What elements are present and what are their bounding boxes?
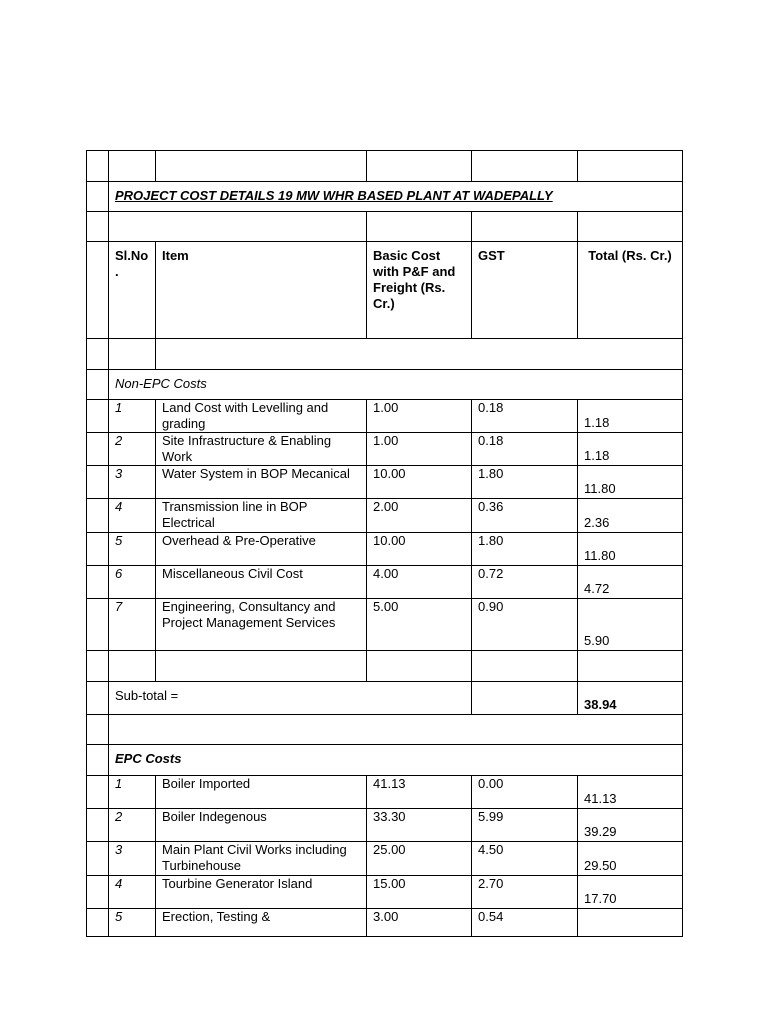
empty-row bbox=[87, 715, 683, 745]
row-basic-cost: 10.00 bbox=[367, 466, 472, 499]
subtotal-row bbox=[87, 682, 683, 715]
subtotal-label: Sub-total = bbox=[109, 682, 472, 715]
row-total: 11.80 bbox=[578, 466, 683, 499]
table-row bbox=[87, 876, 683, 909]
row-total: 29.50 bbox=[578, 842, 683, 876]
row-basic-cost: 25.00 bbox=[367, 842, 472, 876]
row-item: Boiler Imported bbox=[156, 776, 367, 809]
row-item: Erection, Testing & bbox=[156, 909, 367, 937]
empty-row bbox=[87, 212, 683, 242]
row-sl-no: 5 bbox=[109, 533, 156, 566]
table-row bbox=[87, 533, 683, 566]
header-sl-no: Sl.No . bbox=[109, 242, 156, 339]
header-row bbox=[87, 242, 683, 339]
row-total bbox=[578, 909, 683, 937]
table-row bbox=[87, 499, 683, 533]
row-total: 1.18 bbox=[578, 400, 683, 433]
document-title: PROJECT COST DETAILS 19 MW WHR BASED PLANT AT WADEPALLY bbox=[115, 188, 553, 203]
row-basic-cost: 4.00 bbox=[367, 566, 472, 599]
row-total: 4.72 bbox=[578, 566, 683, 599]
row-gst: 1.80 bbox=[472, 533, 578, 566]
row-gst: 0.18 bbox=[472, 433, 578, 466]
row-basic-cost: 1.00 bbox=[367, 400, 472, 433]
row-basic-cost: 2.00 bbox=[367, 499, 472, 533]
section-heading-row bbox=[87, 370, 683, 400]
row-basic-cost: 10.00 bbox=[367, 533, 472, 566]
row-total: 2.36 bbox=[578, 499, 683, 533]
table-row bbox=[87, 466, 683, 499]
row-sl-no: 1 bbox=[109, 776, 156, 809]
row-item: Miscellaneous Civil Cost bbox=[156, 566, 367, 599]
row-item: Boiler Indegenous bbox=[156, 809, 367, 842]
table-row bbox=[87, 400, 683, 433]
row-item: Site Infrastructure & Enabling Work bbox=[156, 433, 367, 466]
row-gst: 4.50 bbox=[472, 842, 578, 876]
row-item: Transmission line in BOP Electrical bbox=[156, 499, 367, 533]
subtotal-value: 38.94 bbox=[578, 682, 683, 715]
row-total: 1.18 bbox=[578, 433, 683, 466]
table-row bbox=[87, 776, 683, 809]
row-basic-cost: 3.00 bbox=[367, 909, 472, 937]
header-item: Item bbox=[156, 242, 367, 339]
table-row bbox=[87, 809, 683, 842]
row-sl-no: 3 bbox=[109, 842, 156, 876]
row-item: Land Cost with Levelling and grading bbox=[156, 400, 367, 433]
row-sl-no: 6 bbox=[109, 566, 156, 599]
table-row bbox=[87, 842, 683, 876]
row-basic-cost: 41.13 bbox=[367, 776, 472, 809]
empty-row bbox=[87, 651, 683, 682]
header-total: Total (Rs. Cr.) bbox=[578, 242, 683, 339]
section-heading-row bbox=[87, 745, 683, 776]
header-gst: GST bbox=[472, 242, 578, 339]
row-gst: 5.99 bbox=[472, 809, 578, 842]
table-row bbox=[87, 909, 683, 937]
row-total: 5.90 bbox=[578, 599, 683, 651]
row-gst: 0.18 bbox=[472, 400, 578, 433]
row-item: Engineering, Consultancy and Project Management Services bbox=[156, 599, 367, 651]
title-row bbox=[87, 182, 683, 212]
row-gst: 0.72 bbox=[472, 566, 578, 599]
row-sl-no: 2 bbox=[109, 433, 156, 466]
row-item: Overhead & Pre-Operative bbox=[156, 533, 367, 566]
row-item: Main Plant Civil Works including Turbinehouse bbox=[156, 842, 367, 876]
table-row bbox=[87, 599, 683, 651]
row-total: 41.13 bbox=[578, 776, 683, 809]
row-gst: 0.00 bbox=[472, 776, 578, 809]
row-sl-no: 1 bbox=[109, 400, 156, 433]
table-row bbox=[87, 433, 683, 466]
row-item: Tourbine Generator Island bbox=[156, 876, 367, 909]
row-basic-cost: 33.30 bbox=[367, 809, 472, 842]
empty-row bbox=[87, 151, 683, 182]
row-total: 39.29 bbox=[578, 809, 683, 842]
row-sl-no: 7 bbox=[109, 599, 156, 651]
row-sl-no: 4 bbox=[109, 499, 156, 533]
row-basic-cost: 1.00 bbox=[367, 433, 472, 466]
row-gst: 0.90 bbox=[472, 599, 578, 651]
row-sl-no: 5 bbox=[109, 909, 156, 937]
row-gst: 1.80 bbox=[472, 466, 578, 499]
row-total: 11.80 bbox=[578, 533, 683, 566]
table-row bbox=[87, 566, 683, 599]
epc-rows bbox=[87, 776, 683, 937]
row-basic-cost: 15.00 bbox=[367, 876, 472, 909]
empty-row bbox=[87, 339, 683, 370]
epc-heading: EPC Costs bbox=[109, 745, 683, 776]
row-basic-cost: 5.00 bbox=[367, 599, 472, 651]
row-gst: 2.70 bbox=[472, 876, 578, 909]
row-total: 17.70 bbox=[578, 876, 683, 909]
project-cost-table bbox=[86, 150, 683, 937]
row-item: Water System in BOP Mecanical bbox=[156, 466, 367, 499]
row-sl-no: 4 bbox=[109, 876, 156, 909]
non-epc-rows bbox=[87, 400, 683, 651]
row-gst: 0.36 bbox=[472, 499, 578, 533]
row-sl-no: 2 bbox=[109, 809, 156, 842]
non-epc-heading: Non-EPC Costs bbox=[109, 370, 683, 400]
header-basic-cost: Basic Cost with P&F and Freight (Rs. Cr.) bbox=[367, 242, 472, 339]
row-gst: 0.54 bbox=[472, 909, 578, 937]
row-sl-no: 3 bbox=[109, 466, 156, 499]
